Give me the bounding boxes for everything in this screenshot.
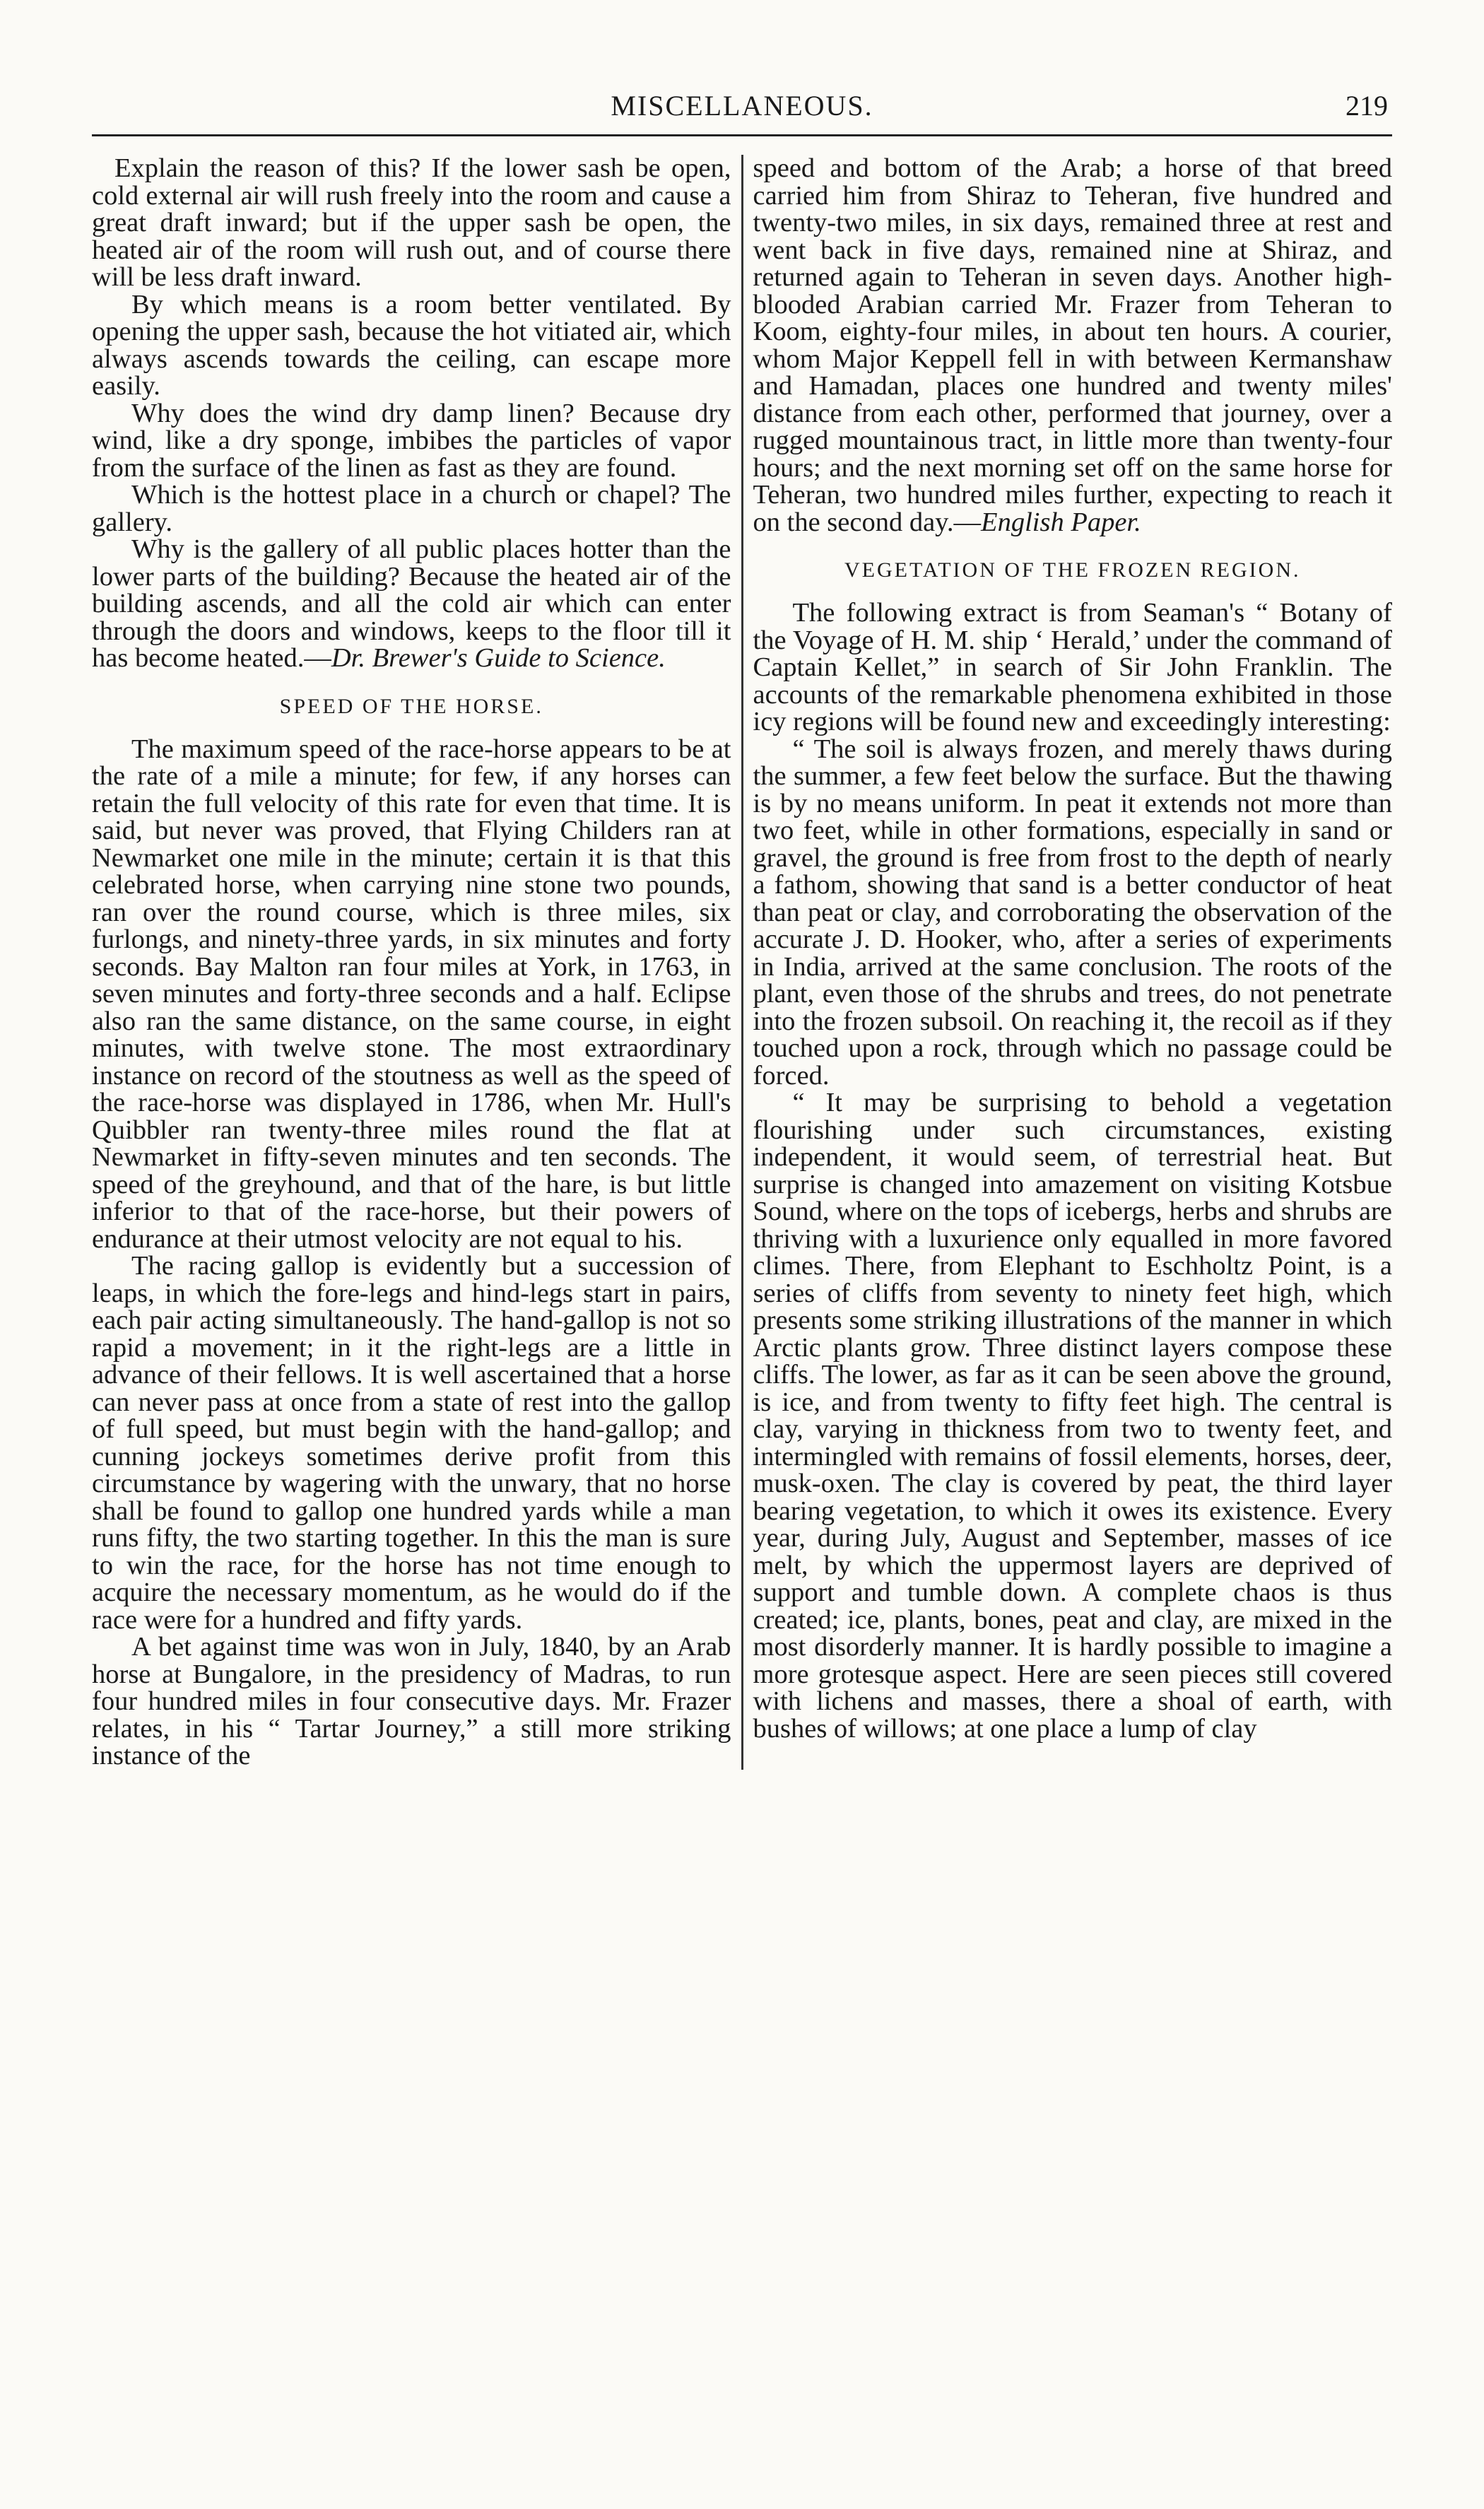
- running-title: MISCELLANEOUS.: [611, 90, 873, 122]
- page-number: 219: [1345, 90, 1388, 122]
- paragraph: [753, 155, 1393, 536]
- paragraph: A bet against time was won in July, 1840, by an Arab horse at Bungalore, in the presidency of Madras, to run four hundred miles in four consecutive days. Mr. Frazer relates, in his “ Tartar Journey,” a still more striking instance of the: [92, 1632, 731, 1770]
- paragraph: “ The soil is always frozen, and merely thaws during the summer, a few feet below the surface. But the thawing is by no means uniform. In peat it extends not more than two feet, while in other formations, especially in sand or gravel, the ground is free from frost to the depth of nearly a fathom, showing that sand is a better conductor of heat than peat or clay, and corroborating the observation of the accurate J. D. Hooker, who, after a series of experiments in India, arrived at the same conclusion. The roots of the plant, even those of the shrubs and trees, do not penetrate into the frozen subsoil. On reaching it, the recoil as if they touched upon a rock, through which no passage could be forced.: [753, 734, 1392, 1091]
- paragraph: Explain the reason of this? If the lower sash be open, cold external air will rush freely into the room and cause a great draft inward; but if the upper sash be open, the heated air of the room will rush out, and of course there will be less draft inward.: [92, 153, 731, 292]
- paragraph: “ It may be surprising to behold a vegetation flourishing under such circumstances, existing independent, it would seem, of terrestrial heat. But surprise is changed into amazement on visiting Kotsbue Sound, where on the tops of icebergs, herbs and shrubs are thriving with a luxurience only equalled in more favored climes. There, from Elephant to Eschholtz Point, is a series of cliffs from seventy to ninety feet high, which presents some striking illustrations of the manner in which Arctic plants grow. Three distinct layers compose these cliffs. The lower, as far as it can be seen above the ground, is ice, and from twenty to fifty feet high. The central is clay, varying in thickness from two to twenty feet, and intermingled with remains of fossil elements, horses, deer, musk-oxen. The clay is covered by peat, the third layer bearing vegetation, to which it owes its existence. Every year, during July, August and September, masses of ice melt, by which the uppermost layers are deprived of support and tumble down. A complete chaos is thus created; ice, plants, bones, peat and clay, are mixed in the most disorderly manner. It is hardly possible to imagine a more grotesque aspect. Here are seen pieces still covered with lichens and masses, there a shoal of earth, with bushes of willows; at one place a lump of clay: [753, 1088, 1392, 1744]
- paragraph: The maximum speed of the race-horse appears to be at the rate of a mile a minute; for few, if any horses can retain the full velocity of this rate for even that time. It is said, but never was proved, that Flying Childers ran at Newmarket one mile in the minute; certain it is that this celebrated horse, when carrying nine stone two pounds, ran over the round course, which is three miles, six furlongs, and ninety-three yards, in six minutes and forty seconds. Bay Malton ran four miles at York, in 1763, in seven minutes and forty-three seconds and a half. Eclipse also ran the same distance, on the same course, in eight minutes, with twelve stone. The most extraordinary instance on record of the stoutness as well as the speed of the race-horse was displayed in 1786, when Mr. Hull's Quibbler ran twenty-three miles round the flat at Newmarket in fifty-seven minutes and ten seconds. The speed of the greyhound, and that of the hare, is but little inferior to that of the race-horse, but their powers of endurance at their utmost velocity are not equal to his.: [92, 734, 731, 1254]
- section-heading-horse: SPEED OF THE HORSE.: [279, 694, 543, 718]
- source-citation: English Paper.: [981, 507, 1141, 537]
- paragraph: [92, 536, 731, 672]
- column-divider: [741, 155, 743, 1770]
- left-column: [92, 155, 731, 1770]
- paragraph: By which means is a room better ventilated. By opening the upper sash, because the hot vitiated air, which always ascends towards the ceiling, can escape more easily.: [92, 289, 731, 401]
- paragraph: Which is the hottest place in a church or chapel? The gallery.: [92, 480, 731, 537]
- page-header: [92, 85, 1392, 136]
- source-citation: Dr. Brewer's Guide to Science.: [331, 643, 666, 673]
- paragraph: Why does the wind dry damp linen? Because dry wind, like a dry sponge, imbibes the particles of vapor from the surface of the linen as fast as they are found.: [92, 398, 731, 483]
- right-column: [753, 155, 1393, 1770]
- text-columns: [92, 155, 1392, 1770]
- paragraph: The following extract is from Seaman's “ Botany of the Voyage of H. M. ship ‘ Herald,’ under the command of Captain Kellet,” in search of Sir John Franklin. The accounts of the remarkable phenomena exhibited in those icy regions will be found new and exceedingly interesting:: [753, 598, 1392, 736]
- section-heading-vegetation: VEGETATION OF THE FROZEN REGION.: [844, 558, 1301, 582]
- paragraph: The racing gallop is evidently but a succession of leaps, in which the fore-legs and hind-legs start in pairs, each pair acting simultaneously. The hand-gallop is not so rapid a movement; in it the right-legs are a little in advance of their fellows. It is well ascertained that a horse can never pass at once from a state of rest into the gallop of full speed, but must begin with the hand-gallop; and cunning jockeys sometimes derive profit from this circumstance by wagering with the unwary, that no horse shall be found to gallop one hundred yards while a man runs fifty, the two starting together. In this the man is sure to win the race, for the horse has not time enough to acquire the necessary momentum, as he would do if the race were for a hundred and fifty yards.: [92, 1251, 731, 1635]
- paragraph-text: Why is the gallery of all public places hotter than the lower parts of the building? Because the heated air of the building ascends, and all the cold air which can enter through the doors and windows, keeps to the floor till it has become heated.—: [92, 534, 731, 673]
- paragraph-text: speed and bottom of the Arab; a horse of that breed carried him from Shiraz to Teheran, five hundred and twenty-two miles, in six days, remained three at rest and went back in five days, remained nine at Shiraz, and returned again to Teheran in seven days. Another high-blooded Arabian carried Mr. Frazer from Teheran to Koom, eighty-four miles, in about ten hours. A courier, whom Major Keppell fell in with between Kermanshaw and Hamadan, places one hundred and twenty miles' distance from each other, performed that journey, over a rugged mountainous tract, in little more than twenty-four hours; and the next morning set off on the same horse for Teheran, two hundred miles further, expecting to reach it on the second day.—: [753, 153, 1392, 537]
